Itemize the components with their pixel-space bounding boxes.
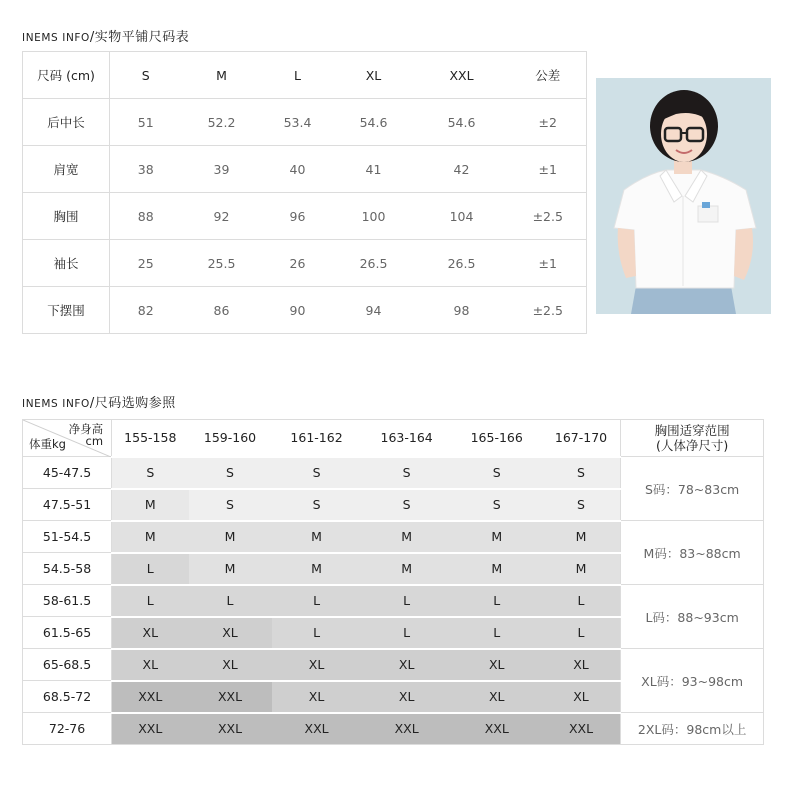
size-recommendation-cell: S xyxy=(189,489,272,521)
size-table-cell: 42 xyxy=(414,146,510,193)
size-table-cell: ±2.5 xyxy=(510,193,587,240)
size-table-row xyxy=(23,287,587,334)
size-reference-table xyxy=(22,419,764,745)
size-recommendation-cell: L xyxy=(189,585,272,617)
height-label-line2: cm xyxy=(85,434,104,448)
bust-range-cell: XL码：93~98cm xyxy=(621,649,764,713)
size-table-cell: 38 xyxy=(110,146,182,193)
size-recommendation-cell: S xyxy=(452,457,542,489)
size-recommendation-cell: M xyxy=(542,553,621,585)
size-guide-title xyxy=(22,392,176,411)
weight-label: 65-68.5 xyxy=(23,649,112,681)
size-recommendation-cell: L xyxy=(112,553,189,585)
bust-range-cell: S码：78~83cm xyxy=(621,457,764,521)
size-recommendation-cell: XXL xyxy=(542,713,621,745)
size-chart-title-cn: /实物平铺尺码表 xyxy=(89,30,190,45)
bust-range-cell: M码：83~88cm xyxy=(621,521,764,585)
size-table-cell: 26.5 xyxy=(414,240,510,287)
size-table-cell: ±2 xyxy=(510,99,587,146)
bust-range-cell: L码：88~93cm xyxy=(621,585,764,649)
size-recommendation-cell: XXL xyxy=(189,713,272,745)
size-table-row-label: 后中长 xyxy=(23,99,110,146)
size-recommendation-cell: XL xyxy=(542,649,621,681)
size-guide-title-cn: /尺码选购参照 xyxy=(89,396,176,411)
size-table-cell: 39 xyxy=(182,146,262,193)
size-recommendation-cell: S xyxy=(272,489,362,521)
model-photo xyxy=(596,78,771,314)
ref-table-corner xyxy=(23,420,112,457)
size-recommendation-cell: L xyxy=(272,585,362,617)
size-table-cell: 53.4 xyxy=(262,99,334,146)
height-header-cell: 167-170 xyxy=(542,420,621,457)
size-recommendation-cell: XL xyxy=(452,649,542,681)
size-table-row-label: 胸围 xyxy=(23,193,110,240)
size-table-header-cell: XXL xyxy=(414,52,510,99)
size-recommendation-cell: S xyxy=(189,457,272,489)
size-recommendation-cell: XXL xyxy=(112,681,189,713)
size-table-cell: 100 xyxy=(334,193,414,240)
size-recommendation-cell: XL xyxy=(189,649,272,681)
size-recommendation-cell: L xyxy=(542,617,621,649)
size-table-cell: 94 xyxy=(334,287,414,334)
size-table-row-label: 肩宽 xyxy=(23,146,110,193)
ref-table-row xyxy=(23,713,764,745)
bust-range-header xyxy=(621,420,764,457)
size-recommendation-cell: XL xyxy=(112,649,189,681)
weight-label: 54.5-58 xyxy=(23,553,112,585)
size-recommendation-cell: M xyxy=(112,489,189,521)
ref-table-body xyxy=(23,457,764,745)
size-recommendation-cell: S xyxy=(452,489,542,521)
size-recommendation-cell: XL xyxy=(362,649,452,681)
height-header-cell: 159-160 xyxy=(189,420,272,457)
size-table-cell: ±1 xyxy=(510,240,587,287)
size-recommendation-cell: M xyxy=(272,553,362,585)
garment-size-table xyxy=(22,51,587,334)
size-table-cell: 96 xyxy=(262,193,334,240)
size-recommendation-cell: XXL xyxy=(189,681,272,713)
size-recommendation-cell: M xyxy=(189,553,272,585)
size-recommendation-cell: M xyxy=(542,521,621,553)
size-table-cell: 54.6 xyxy=(334,99,414,146)
size-recommendation-cell: XL xyxy=(189,617,272,649)
size-recommendation-cell: S xyxy=(362,457,452,489)
bust-range-header-line1: 胸围适穿范围 xyxy=(654,423,730,438)
ref-table-header-row xyxy=(23,420,764,457)
size-recommendation-cell: L xyxy=(362,585,452,617)
size-recommendation-cell: M xyxy=(362,553,452,585)
size-table-row xyxy=(23,240,587,287)
weight-label: 47.5-51 xyxy=(23,489,112,521)
size-table-cell: 40 xyxy=(262,146,334,193)
size-recommendation-cell: L xyxy=(452,585,542,617)
size-recommendation-cell: M xyxy=(272,521,362,553)
size-table-row-label: 袖长 xyxy=(23,240,110,287)
ref-table-row xyxy=(23,585,764,617)
weight-label: 72-76 xyxy=(23,713,112,745)
bust-range-cell: 2XL码：98cm以上 xyxy=(621,713,764,745)
size-table-header-cell: L xyxy=(262,52,334,99)
size-chart-title xyxy=(22,26,189,45)
size-recommendation-cell: S xyxy=(542,457,621,489)
bust-range-header-line2: (人体净尺寸) xyxy=(655,438,729,453)
size-table-cell: 25 xyxy=(110,240,182,287)
size-recommendation-cell: M xyxy=(112,521,189,553)
size-recommendation-cell: M xyxy=(452,521,542,553)
size-recommendation-cell: XL xyxy=(452,681,542,713)
size-recommendation-cell: L xyxy=(542,585,621,617)
size-table-cell: 82 xyxy=(110,287,182,334)
size-recommendation-cell: XXL xyxy=(452,713,542,745)
size-chart-title-en: INEMS INFO xyxy=(22,32,90,44)
ref-table-row xyxy=(23,521,764,553)
ref-table-row xyxy=(23,457,764,489)
size-table-cell: 86 xyxy=(182,287,262,334)
size-table-cell: 98 xyxy=(414,287,510,334)
height-header-cell: 155-158 xyxy=(112,420,189,457)
size-table-cell: ±2.5 xyxy=(510,287,587,334)
size-table-header-cell: XL xyxy=(334,52,414,99)
size-recommendation-cell: M xyxy=(362,521,452,553)
size-table-cell: 104 xyxy=(414,193,510,240)
size-table-cell: 88 xyxy=(110,193,182,240)
size-table-header-cell: 尺码 (cm) xyxy=(23,52,110,99)
size-recommendation-cell: XL xyxy=(272,681,362,713)
size-recommendation-cell: L xyxy=(362,617,452,649)
size-recommendation-cell: L xyxy=(112,585,189,617)
size-table-header-cell: S xyxy=(110,52,182,99)
weight-label: 68.5-72 xyxy=(23,681,112,713)
size-recommendation-cell: S xyxy=(112,457,189,489)
height-header-cell: 165-166 xyxy=(452,420,542,457)
size-table-cell: 26.5 xyxy=(334,240,414,287)
size-recommendation-cell: XL xyxy=(542,681,621,713)
size-table-row-label: 下摆围 xyxy=(23,287,110,334)
size-table-cell: 52.2 xyxy=(182,99,262,146)
model-illustration xyxy=(596,78,771,314)
size-table-row xyxy=(23,146,587,193)
height-header-cell: 163-164 xyxy=(362,420,452,457)
size-guide-title-en: INEMS INFO xyxy=(22,398,90,410)
size-recommendation-cell: XXL xyxy=(272,713,362,745)
weight-label: 58-61.5 xyxy=(23,585,112,617)
weight-axis-label: 体重kg xyxy=(29,437,66,451)
size-table-cell: 51 xyxy=(110,99,182,146)
size-table-cell: ±1 xyxy=(510,146,587,193)
size-table-row xyxy=(23,99,587,146)
size-recommendation-cell: L xyxy=(272,617,362,649)
weight-label: 61.5-65 xyxy=(23,617,112,649)
size-recommendation-cell: M xyxy=(189,521,272,553)
size-table-header-row xyxy=(23,52,587,99)
size-recommendation-cell: S xyxy=(362,489,452,521)
size-table-cell: 25.5 xyxy=(182,240,262,287)
size-recommendation-cell: S xyxy=(542,489,621,521)
size-recommendation-cell: XXL xyxy=(362,713,452,745)
size-table-cell: 26 xyxy=(262,240,334,287)
size-recommendation-cell: M xyxy=(452,553,542,585)
size-table-cell: 54.6 xyxy=(414,99,510,146)
size-table-header-cell: 公差 xyxy=(510,52,587,99)
size-table-cell: 90 xyxy=(262,287,334,334)
height-label-line1: 净身高 xyxy=(68,422,104,436)
size-table-header-cell: M xyxy=(182,52,262,99)
ref-table-row xyxy=(23,649,764,681)
size-table-cell: 41 xyxy=(334,146,414,193)
size-recommendation-cell: XXL xyxy=(112,713,189,745)
height-header-cell: 161-162 xyxy=(272,420,362,457)
size-recommendation-cell: XL xyxy=(272,649,362,681)
size-recommendation-cell: XL xyxy=(362,681,452,713)
height-axis-label xyxy=(69,423,104,447)
size-table-row xyxy=(23,193,587,240)
size-recommendation-cell: XL xyxy=(112,617,189,649)
weight-label: 51-54.5 xyxy=(23,521,112,553)
size-table-cell: 92 xyxy=(182,193,262,240)
size-recommendation-cell: S xyxy=(272,457,362,489)
size-recommendation-cell: L xyxy=(452,617,542,649)
weight-label: 45-47.5 xyxy=(23,457,112,489)
